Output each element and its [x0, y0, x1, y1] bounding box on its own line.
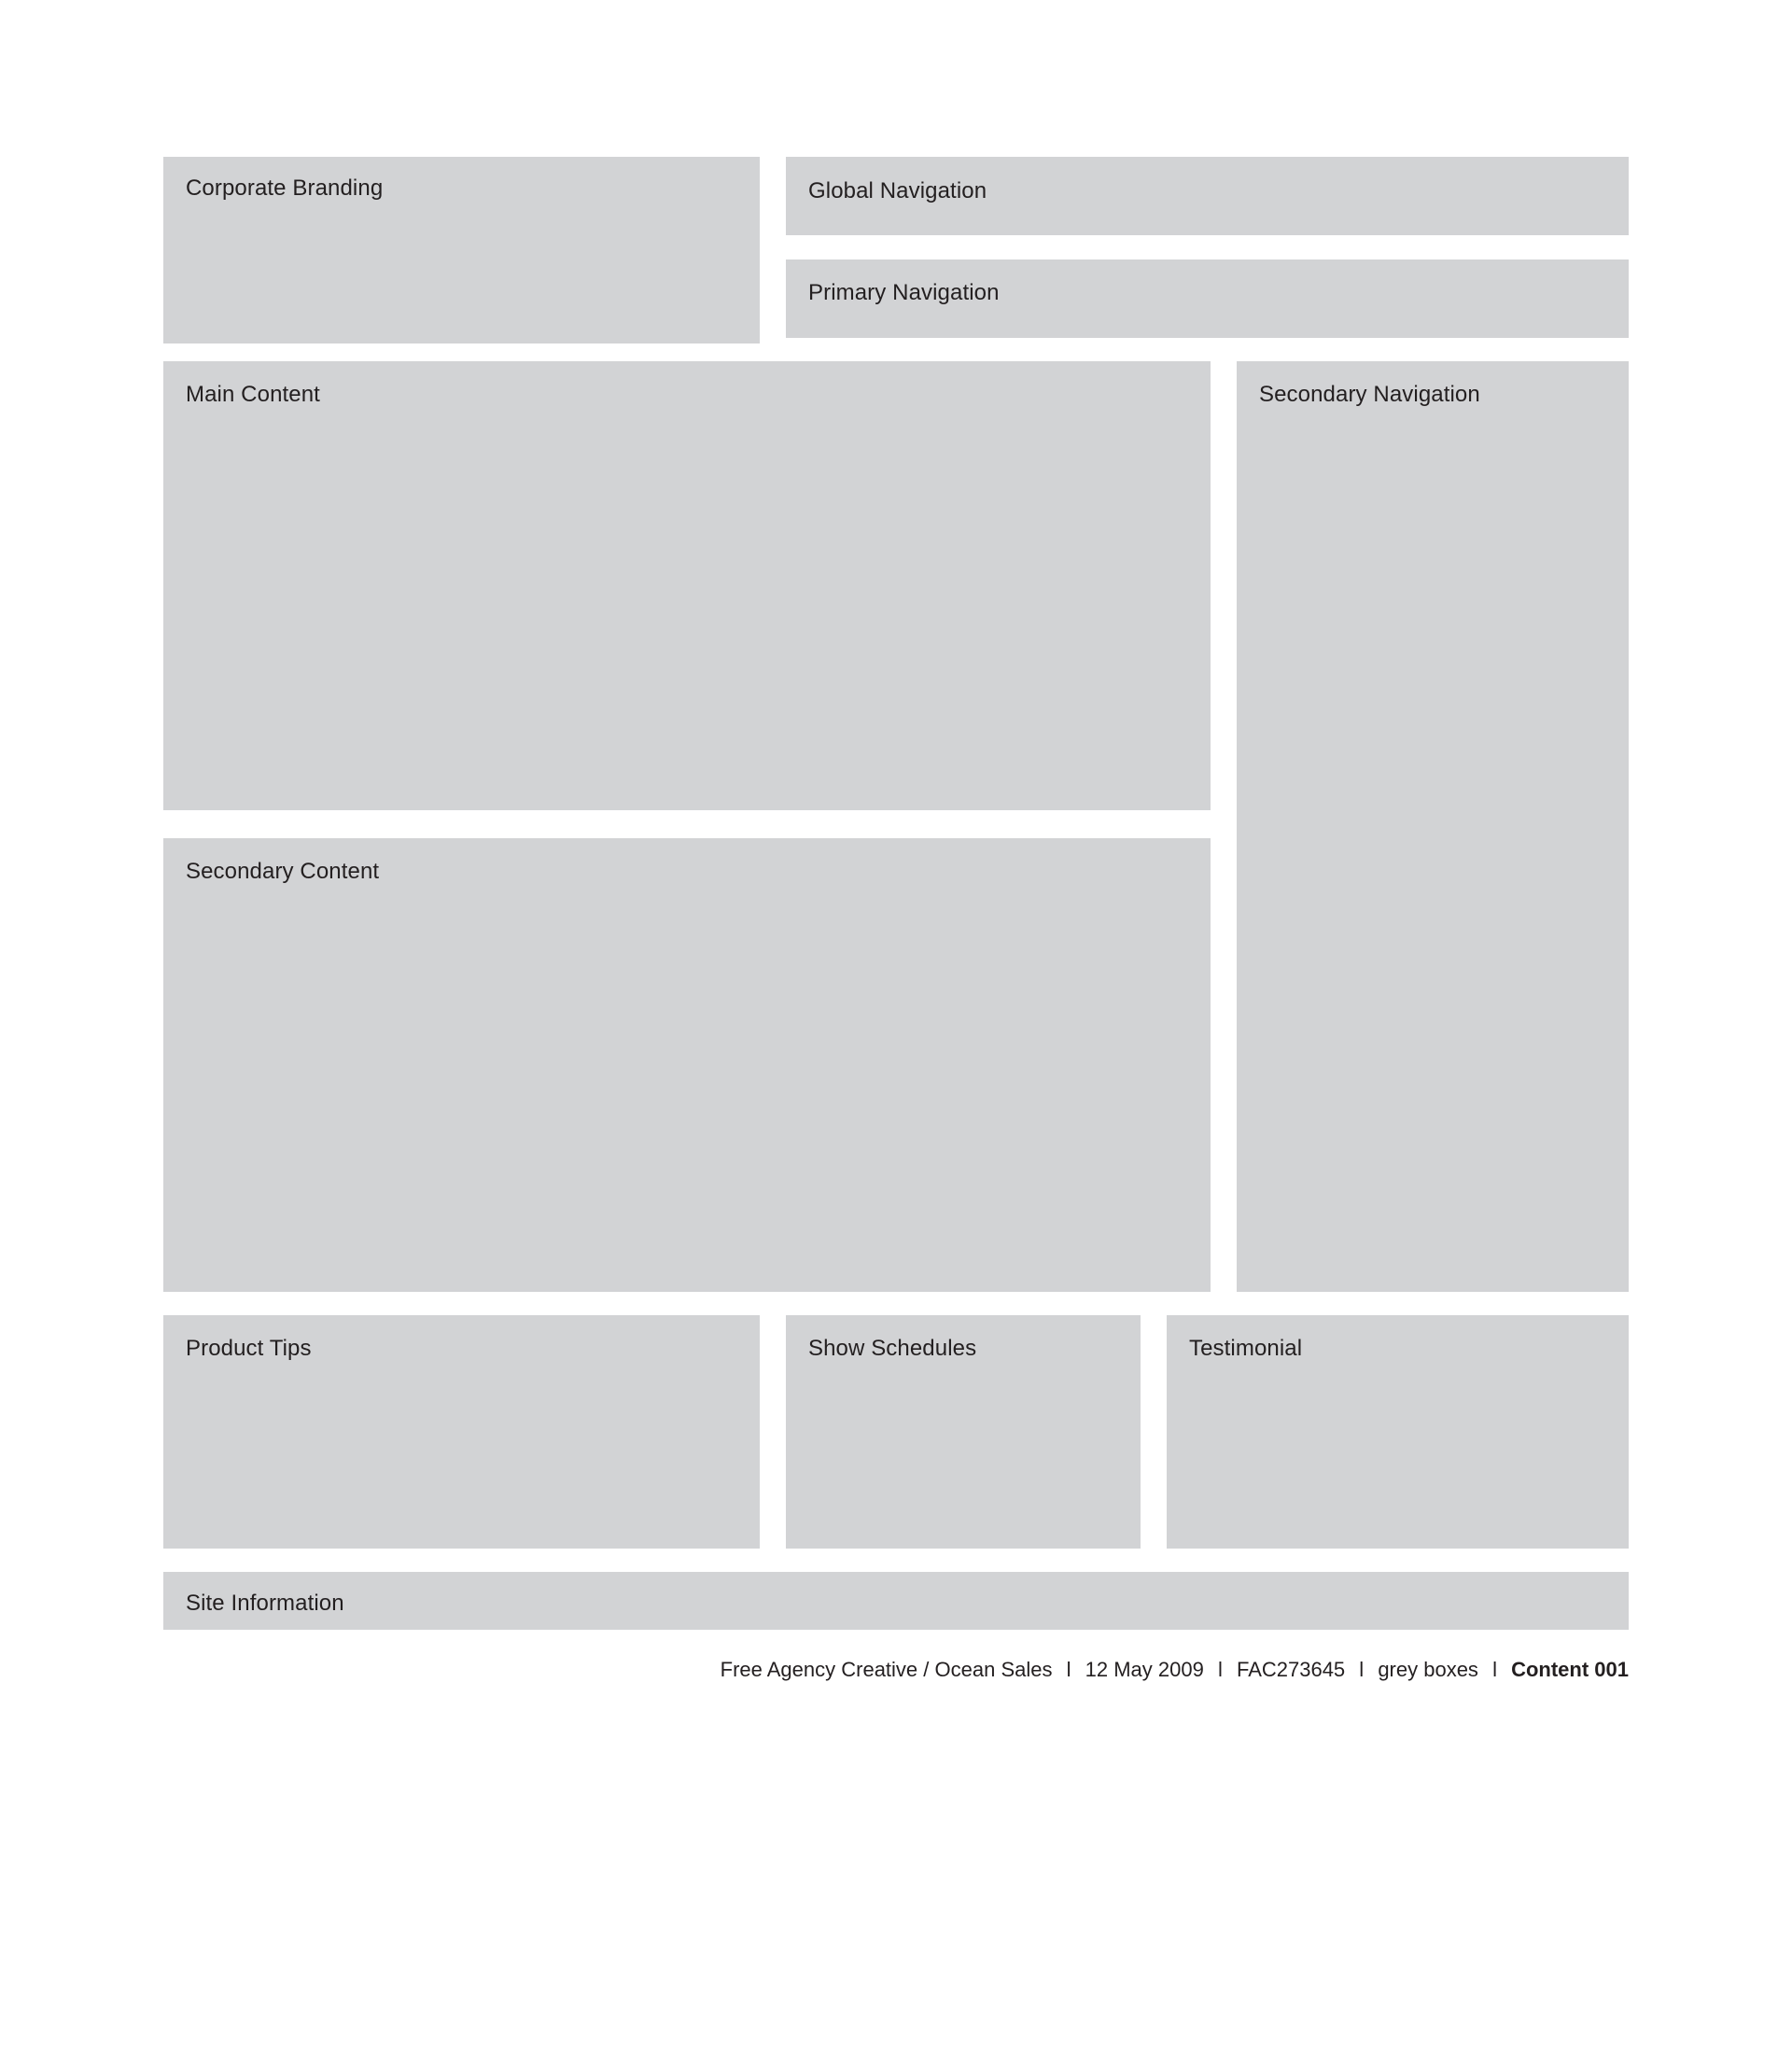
- secondary-content-block: [163, 838, 1211, 1292]
- testimonial-label: Testimonial: [1189, 1336, 1303, 1361]
- primary-navigation-block: [786, 259, 1629, 338]
- credit-date: 12 May 2009: [1085, 1658, 1204, 1681]
- secondary-navigation-label: Secondary Navigation: [1259, 382, 1480, 407]
- header-right-column: [786, 157, 1629, 338]
- header-row: [163, 157, 1629, 344]
- credit-separator-3: l: [1359, 1658, 1365, 1681]
- corporate-branding-label: Corporate Branding: [186, 175, 384, 201]
- body-left-column: [163, 361, 1211, 1292]
- testimonial-block: [1167, 1315, 1629, 1549]
- global-navigation-block: [786, 157, 1629, 235]
- secondary-navigation-block: [1237, 361, 1629, 1292]
- show-schedules-block: [786, 1315, 1141, 1549]
- credit-code: FAC273645: [1236, 1658, 1346, 1681]
- credit-separator-4: l: [1492, 1658, 1497, 1681]
- secondary-content-label: Secondary Content: [186, 859, 380, 884]
- body-row: [163, 361, 1629, 1292]
- show-schedules-label: Show Schedules: [808, 1336, 977, 1361]
- credit-style: grey boxes: [1378, 1658, 1478, 1681]
- product-tips-label: Product Tips: [186, 1336, 312, 1361]
- primary-navigation-label: Primary Navigation: [808, 280, 1000, 305]
- credit-agency: Free Agency Creative / Ocean Sales: [720, 1658, 1053, 1681]
- tertiary-row: [163, 1315, 1629, 1549]
- credit-line: [163, 1658, 1629, 1682]
- wireframe-layout: [163, 157, 1629, 1682]
- site-information-block: [163, 1572, 1629, 1630]
- global-navigation-label: Global Navigation: [808, 178, 987, 203]
- site-information-label: Site Information: [186, 1591, 344, 1616]
- main-content-block: [163, 361, 1211, 810]
- corporate-branding-block: [163, 157, 760, 344]
- product-tips-block: [163, 1315, 760, 1549]
- credit-separator-2: l: [1217, 1658, 1223, 1681]
- main-content-label: Main Content: [186, 382, 320, 407]
- credit-reference: Content 001: [1511, 1658, 1629, 1681]
- credit-separator-1: l: [1066, 1658, 1071, 1681]
